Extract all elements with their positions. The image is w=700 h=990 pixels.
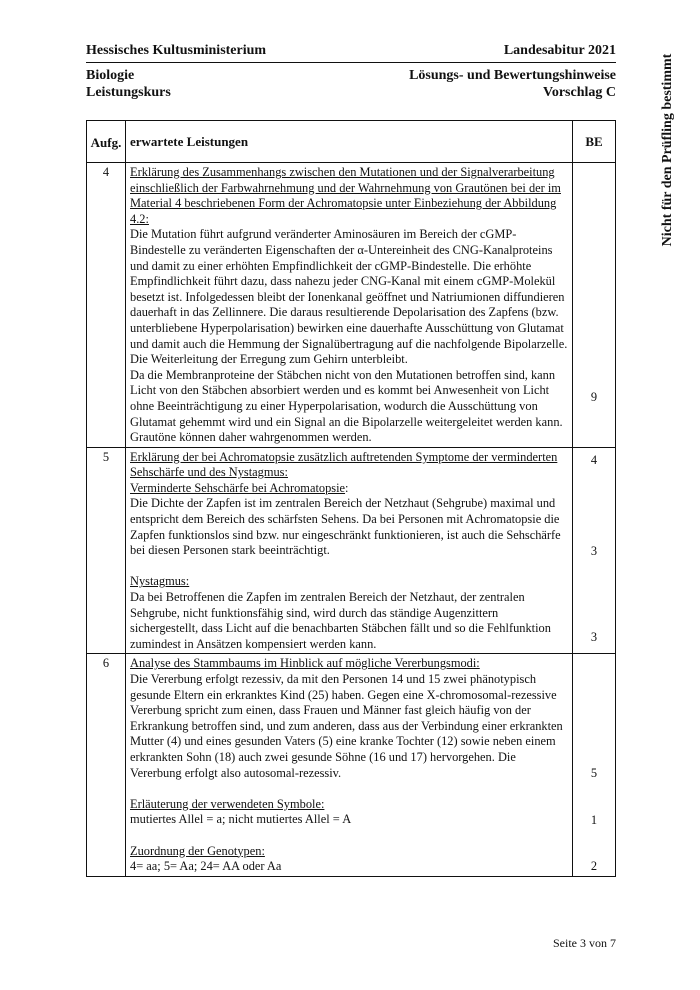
header-top bbox=[86, 42, 616, 63]
be-cell bbox=[573, 447, 616, 654]
exam-title: Landesabitur 2021 bbox=[503, 43, 616, 58]
be-cell bbox=[573, 654, 616, 876]
task-text: mutiertes Allel = a; nicht mutiertes Allel = A bbox=[130, 812, 352, 827]
col-expected-header: erwartete Leistungen bbox=[126, 121, 573, 163]
table-header-row bbox=[87, 121, 616, 163]
task-number: 5 bbox=[87, 447, 126, 654]
task-text: 4= aa; 5= Aa; 24= AA oder Aa bbox=[130, 859, 282, 874]
task-content bbox=[126, 654, 573, 876]
table-row bbox=[87, 447, 616, 654]
subject: Biologie bbox=[86, 68, 135, 83]
task-text: Da die Membranproteine der Stäbchen nicht von den Mutationen betroffen sind, kann Licht von den Stäbchen absorbiert werden und es kommt bei Anwesenheit von Licht ohne Beeinträchtigung zu einer Hyperpolarisation, wodurch die Ausschüttung von Glutamat gehemmt wird und ein Signal an die Bipolarzelle weitergeleitet werden kann. Grautöne können daher wahrgenommen werden. bbox=[130, 367, 563, 445]
task-content bbox=[126, 163, 573, 448]
task-number: 4 bbox=[87, 163, 126, 448]
subheading: Zuordnung der Genotypen: bbox=[130, 843, 265, 858]
be-value: 9 bbox=[590, 390, 598, 404]
subheading: Nystagmus: bbox=[130, 574, 190, 589]
ministry: Hessisches Kultusministerium bbox=[86, 43, 267, 58]
be-value: 4 bbox=[590, 453, 598, 467]
task-heading: Analyse des Stammbaums im Hinblick auf mögliche Vererbungsmodi: bbox=[130, 656, 480, 671]
be-value: 3 bbox=[590, 543, 598, 558]
course: Leistungskurs bbox=[86, 85, 171, 100]
be-cell bbox=[573, 163, 616, 467]
task-number: 6 bbox=[87, 654, 126, 876]
be-value: 2 bbox=[590, 859, 598, 874]
task-heading: Erklärung der bei Achromatopsie zusätzlich auftretenden Symptome der verminderten Sehschärfe und des Nystagmus: bbox=[130, 449, 558, 480]
task-text: Die Mutation führt aufgrund veränderter Aminosäuren im Bereich der cGMP-Bindestelle zu veränderten Eigenschaften der α-Untereinheit des CNG-Kanalproteins und damit zu einer erhöhten Empfindlichkeit der cGMP-Bindestelle. Die erhöhte Empfindlichkeit führt dazu, dass nahezu jeder CNG-Kanal mit einem cGMP-Molekül besetzt ist. Infolgedessen bleibt der Ionenkanal geöffnet und Natriumionen diffundieren dauerhaft in das Zellinnere. Die daraus resultierende Depolarisation des Zapfens (bzw. unterbliebene Hyperpolarisation) bewirken eine dauerhafte Ausschüttung von Glutamat und damit auch die Hemmung der Signalübertragung auf die nachfolgende Bipolarzelle. Die Weiterleitung der Erregung zum Gehirn unterbleibt. bbox=[130, 227, 568, 367]
doc-type: Lösungs- und Bewertungshinweise bbox=[409, 68, 616, 83]
be-value: 1 bbox=[590, 813, 598, 828]
solutions-table bbox=[86, 120, 616, 877]
task-text: Die Dichte der Zapfen ist im zentralen Bereich der Netzhaut (Sehgrube) maximal und entspricht dem Bereich des schärfsten Sehens. Da bei Personen mit Achromatopsie die Zapfen funktionslos sind bzw. nur eingeschränkt funktionieren, ist auch die Sehschärfe bei diesen Personen stark beeinträchtigt. bbox=[130, 496, 561, 558]
subheading: Erläuterung der verwendeten Symbole: bbox=[130, 796, 325, 811]
be-value: 3 bbox=[590, 629, 598, 644]
task-text: Die Vererbung erfolgt rezessiv, da mit den Personen 14 und 15 zwei phänotypisch gesunde Eltern ein erkranktes Kind (25) haben. Gegen eine X-chromosomal-rezessive Vererbung spricht zum einen, dass Frauen und Männer fast gleich häufig von der Erkrankung betroffen sind, und zum anderen, dass aus der Verbindung einer erkrankten Mutter (4) und eines gesunden Vaters (5) eine kranke Tochter (12) sowie neben einem erkrankten Sohn (18) auch zwei gesunde Söhne (16 und 17) hervorgehen. Die Vererbung erfolgt also autosomal-rezessiv. bbox=[130, 672, 563, 780]
task-text: Da bei Betroffenen die Zapfen im zentralen Bereich der Netzhaut, der zentralen Sehgrube, nicht funktionsfähig sind, wird durch das ständige Augenzittern sichergestellt, dass Licht auf die benachbarten Stäbchen fällt und so die Fehlfunktion zumindest in Ansätzen kompensiert werden kann. bbox=[130, 590, 551, 651]
be-value: 5 bbox=[590, 766, 598, 781]
table-row bbox=[87, 654, 616, 876]
col-be-header: BE bbox=[573, 121, 616, 163]
subheading: Verminderte Sehschärfe bei Achromatopsie bbox=[130, 480, 346, 495]
table-row bbox=[87, 163, 616, 448]
side-note: Nicht für den Prüfling bestimmt bbox=[660, 53, 675, 247]
task-content: Erklärung der bei Achromatopsie zusätzlich auftretenden Symptome der verminderten Sehschärfe und des Nystagmus: Verminderte Sehschärfe bei Achromatopsie: Die Dichte der Zapfen ist im zentralen Bereich der Netzhaut (Sehgrube) maximal und entspricht dem Bereich des schärfsten Sehens. Da bei Personen mit Achromatopsie die Zapfen funktionslos sind bzw. nur eingeschränkt funktionieren, ist auch die Sehschärfe bei diesen Personen stark beeinträchtigt. Nystagmus: Da bei Betroffenen die Zapfen im zentralen Bereich der Netzhaut, der zentralen Sehgrube, nicht funktionsfähig sind, wird durch das ständige Augenzittern sichergestellt, dass Licht auf die benachbarten Stäbchen fällt und so die Fehlfunktion zumindest in Ansätzen kompensiert werden kann. bbox=[126, 447, 573, 654]
header-sub bbox=[86, 67, 616, 103]
page-number: Seite 3 von 7 bbox=[553, 936, 616, 950]
col-task-header: Aufg. bbox=[87, 121, 126, 163]
task-heading: Erklärung des Zusammenhangs zwischen den Mutationen und der Signalverarbeitung einschließlich der Farbwahrnehmung und der Wahrnehmung von Grautönen bei der im Material 4 beschriebenen Form der Achromatopsie unter Einbeziehung der Abbildung 4.2: bbox=[130, 165, 561, 226]
proposal: Vorschlag C bbox=[543, 85, 616, 100]
